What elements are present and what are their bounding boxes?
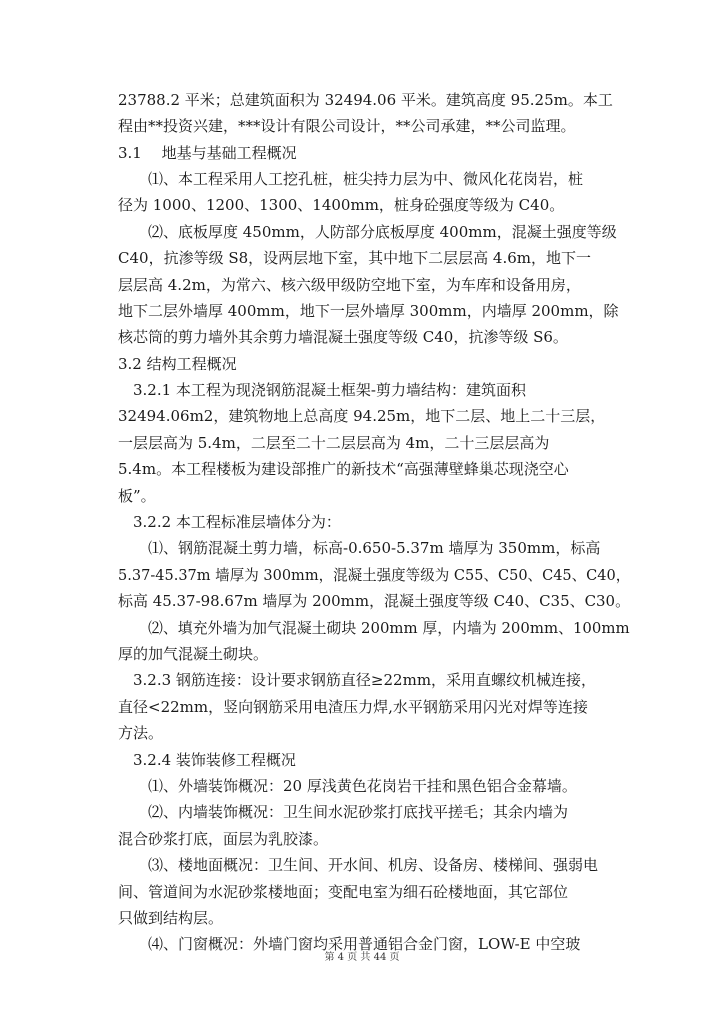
text-line: 23788.2 平米；总建筑面积为 32494.06 平米。建筑高度 95.25m。本工 <box>118 91 613 109</box>
text-line: 厚的加气混凝土砌块。 <box>118 645 269 663</box>
subsection-heading: 3.2.2 本工程标准层墙体分为： <box>133 513 341 531</box>
text-line: 地下二层外墙厚 400mm，地下一层外墙厚 300mm，内墙厚 200mm，除 <box>118 302 619 320</box>
text-line: ⑶、楼地面概况：卫生间、开水间、机房、设备房、楼梯间、强弱电 <box>148 856 599 874</box>
text-line: ⑷、门窗概况：外墙门窗均采用普通铝合金门窗，LOW-E 中空玻 <box>148 935 581 953</box>
text-line: 只做到结构层。 <box>118 909 224 927</box>
text-line: 32494.06m2，建筑物地上总高度 94.25m，地下二层、地上二十三层， <box>118 407 606 425</box>
text-line: ⑴、钢筋混凝土剪力墙，标高-0.650-5.37m 墙厚为 350mm，标高 <box>148 539 601 557</box>
text-line: ⑴、本工程采用人工挖孔桩，桩尖持力层为中、微风化花岗岩，桩 <box>148 170 584 188</box>
text-line: 板”。 <box>118 487 156 505</box>
subsection-heading: 3.2.3 钢筋连接：设计要求钢筋直径≥22mm，采用直螺纹机械连接， <box>133 671 597 689</box>
subsection-heading: 3.2.4 装饰装修工程概况 <box>133 751 296 769</box>
text-line: 核芯筒的剪力墙外其余剪力墙混凝土强度等级 C40，抗渗等级 S6。 <box>118 328 568 346</box>
section-heading: 3.1 地基与基础工程概况 <box>118 144 297 162</box>
text-line: ⑵、填充外墙为加气混凝土砌块 200mm 厚，内墙为 200mm、100mm <box>148 619 630 637</box>
text-line: 5.4m。本工程楼板为建设部推广的新技术“高强薄壁蜂巢芯现浇空心 <box>118 460 569 478</box>
text-line: 径为 1000、1200、1300、1400mm，桩身砼强度等级为 C40。 <box>118 196 565 214</box>
text-line: ⑵、内墙装饰概况：卫生间水泥砂浆打底找平搓毛；其余内墙为 <box>148 803 569 821</box>
text-line: ⑵、底板厚度 450mm，人防部分底板厚度 400mm，混凝土强度等级 <box>148 223 617 241</box>
text-line: 一层层高为 5.4m，二层至二十二层层高为 4m，二十三层层高为 <box>118 434 550 452</box>
section-heading: 3.2 结构工程概况 <box>118 355 237 373</box>
text-line: 层层高 4.2m，为常六、核六级甲级防空地下室，为车库和设备用房， <box>118 276 581 294</box>
text-line: ⑴、外墙装饰概况：20 厚浅黄色花岗岩干挂和黑色铝合金幕墙。 <box>148 777 577 795</box>
text-line: 直径<22mm，竖向钢筋采用电渣压力焊,水平钢筋采用闪光对焊等连接 <box>118 698 588 716</box>
text-line: 间、管道间为水泥砂浆楼地面；变配电室为细石砼楼地面，其它部位 <box>118 883 569 901</box>
page-footer: 第 4 页 共 44 页 <box>324 952 400 963</box>
text-line: 标高 45.37-98.67m 墙厚为 200mm，混凝土强度等级 C40、C35、C30。 <box>118 592 631 610</box>
text-line: 方法。 <box>118 724 164 742</box>
subsection-heading: 3.2.1 本工程为现浇钢筋混凝土框架-剪力墙结构：建筑面积 <box>133 381 527 399</box>
text-line: 混合砂浆打底，面层为乳胶漆。 <box>118 830 329 848</box>
text-line: 5.37-45.37m 墙厚为 300mm，混凝土强度等级为 C55、C50、C45、C40， <box>118 566 631 584</box>
text-line: 程由**投资兴建，***设计有限公司设计，**公司承建，**公司监理。 <box>118 117 576 135</box>
text-line: C40，抗渗等级 S8，设两层地下室，其中地下二层层高 4.6m，地下一 <box>118 249 592 267</box>
